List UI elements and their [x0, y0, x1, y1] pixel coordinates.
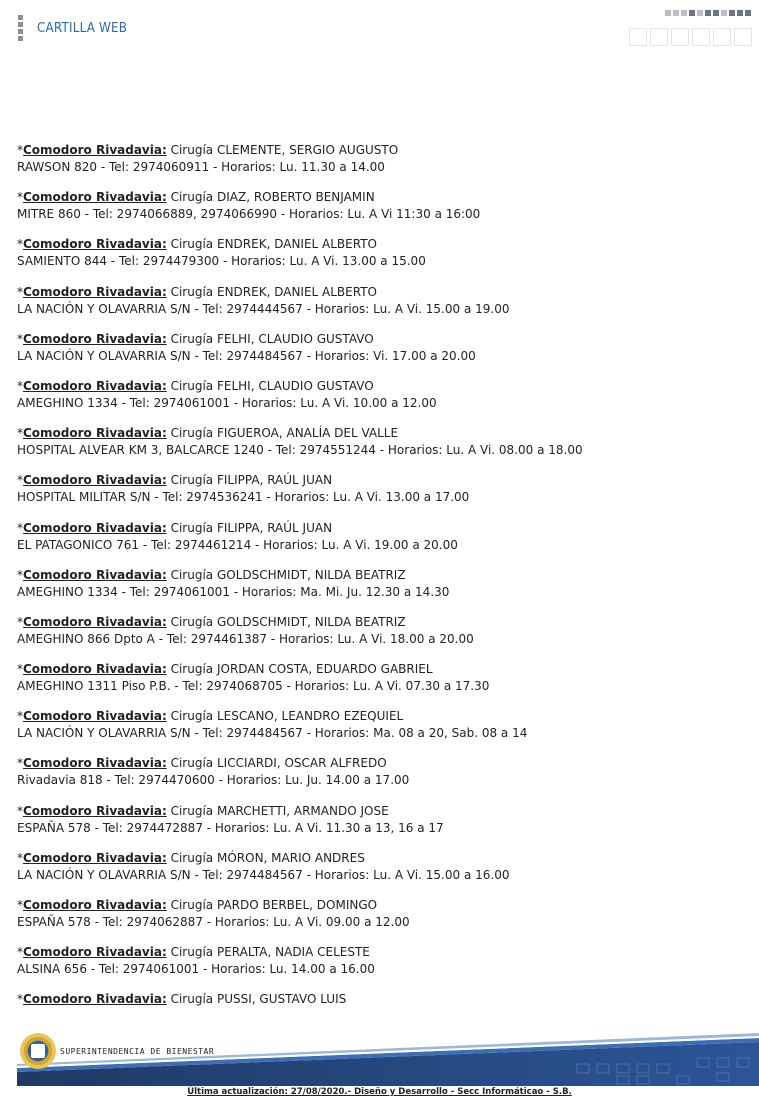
provider-details: LA NACIÓN Y OLAVARRIA S/N - Tel: 2974484567 - Horarios: Lu. A Vi. 15.00 a 16.00 — [17, 867, 510, 882]
provider-entry — [17, 472, 747, 519]
city-label: Comodoro Rivadavia: — [23, 662, 167, 677]
specialty: Cirugía — [170, 614, 214, 629]
specialty: Cirugía — [170, 709, 214, 724]
city-label: Comodoro Rivadavia: — [23, 143, 167, 157]
city-label: Comodoro Rivadavia: — [23, 426, 167, 441]
entry-bullet: * — [17, 945, 23, 960]
doctor-name: GOLDSCHMIDT, NILDA BEATRIZ — [216, 567, 406, 582]
provider-heading — [17, 520, 747, 537]
provider-details: AMEGHINO 1334 - Tel: 2974061001 - Horarios: Ma. Mi. Ju. 12.30 a 14.30 — [17, 584, 450, 599]
doctor-name: ENDREK, DANIEL ALBERTO — [216, 284, 377, 299]
provider-heading — [17, 284, 747, 301]
doctor-name: FIGUEROA, ANALÍA DEL VALLE — [216, 426, 399, 441]
provider-details: MITRE 860 - Tel: 2974066889, 2974066990 - Horarios: Lu. A Vi 11:30 a 16:00 — [17, 207, 481, 222]
provider-entry — [17, 755, 747, 802]
specialty: Cirugía — [170, 378, 214, 393]
doctor-name: JORDAN COSTA, EDUARDO GABRIEL — [216, 662, 433, 677]
doctor-name: DIAZ, ROBERTO BENJAMIN — [216, 190, 375, 205]
provider-entry — [17, 708, 747, 755]
provider-heading — [17, 661, 747, 678]
doctor-name: FILIPPA, RAÚL JUAN — [216, 520, 333, 535]
specialty: Cirugía — [170, 284, 214, 299]
provider-details: AMEGHINO 1334 - Tel: 2974061001 - Horarios: Lu. A Vi. 10.00 a 12.00 — [17, 395, 437, 410]
page-footer — [0, 1028, 759, 1101]
specialty: Cirugía — [170, 473, 214, 488]
provider-heading — [17, 189, 747, 206]
provider-heading — [17, 472, 747, 489]
provider-entry — [17, 944, 747, 991]
specialty: Cirugía — [170, 426, 214, 441]
city-label: Comodoro Rivadavia: — [23, 614, 167, 629]
provider-details: EL PATAGONICO 761 - Tel: 2974461214 - Horarios: Lu. A Vi. 19.00 a 20.00 — [17, 537, 458, 552]
doctor-name: PUSSI, GUSTAVO LUIS — [216, 992, 347, 1007]
provider-heading — [17, 850, 747, 867]
provider-details: ESPAÑA 578 - Tel: 2974472887 - Horarios: Lu. A Vi. 11.30 a 13, 16 a 17 — [17, 820, 444, 835]
entry-bullet: * — [17, 473, 23, 488]
entry-bullet: * — [17, 190, 23, 205]
city-label: Comodoro Rivadavia: — [23, 992, 167, 1007]
entry-bullet: * — [17, 850, 23, 865]
city-label: Comodoro Rivadavia: — [23, 378, 167, 393]
doctor-name: FILIPPA, RAÚL JUAN — [216, 473, 333, 488]
provider-heading — [17, 142, 747, 159]
city-label: Comodoro Rivadavia: — [23, 567, 167, 582]
doctor-name: MARCHETTI, ARMANDO JOSE — [216, 803, 389, 818]
entry-bullet: * — [17, 331, 23, 346]
provider-entry — [17, 567, 747, 614]
provider-entry — [17, 236, 747, 283]
provider-heading — [17, 567, 747, 584]
provider-entry — [17, 142, 747, 189]
city-label: Comodoro Rivadavia: — [23, 756, 167, 771]
provider-list — [17, 142, 747, 1039]
provider-heading — [17, 425, 747, 442]
provider-details: Rivadavia 818 - Tel: 2974470600 - Horarios: Lu. Ju. 14.00 a 17.00 — [17, 773, 410, 788]
entry-bullet: * — [17, 992, 23, 1007]
doctor-name: LICCIARDI, OSCAR ALFREDO — [216, 756, 387, 771]
provider-entry — [17, 284, 747, 331]
specialty: Cirugía — [170, 190, 214, 205]
provider-entry — [17, 520, 747, 567]
provider-details: LA NACIÓN Y OLAVARRIA S/N - Tel: 2974484567 - Horarios: Ma. 08 a 20, Sab. 08 a 14 — [17, 726, 528, 741]
provider-heading — [17, 378, 747, 395]
provider-heading — [17, 803, 747, 820]
provider-details: ALSINA 656 - Tel: 2974061001 - Horarios: Lu. 14.00 a 16.00 — [17, 962, 375, 977]
specialty: Cirugía — [170, 756, 214, 771]
provider-details: LA NACIÓN Y OLAVARRIA S/N - Tel: 2974484567 - Horarios: Vi. 17.00 a 20.00 — [17, 348, 476, 363]
specialty: Cirugía — [170, 992, 214, 1007]
provider-details: LA NACIÓN Y OLAVARRIA S/N - Tel: 2974444567 - Horarios: Lu. A Vi. 15.00 a 19.00 — [17, 301, 510, 316]
city-label: Comodoro Rivadavia: — [23, 237, 167, 252]
provider-heading — [17, 331, 747, 348]
page-title: CARTILLA WEB — [37, 21, 128, 36]
organization-name: SUPERINTENDENCIA DE BIENESTAR — [60, 1047, 215, 1056]
specialty: Cirugía — [170, 850, 214, 865]
specialty: Cirugía — [170, 520, 214, 535]
specialty: Cirugía — [170, 803, 214, 818]
doctor-name: PARDO BERBEL, DOMINGO — [216, 898, 378, 912]
city-label: Comodoro Rivadavia: — [23, 803, 167, 818]
footer-band — [17, 1028, 759, 1088]
provider-details: ESPAÑA 578 - Tel: 2974062887 - Horarios: Lu. A Vi. 09.00 a 12.00 — [17, 915, 410, 929]
city-label: Comodoro Rivadavia: — [23, 520, 167, 535]
provider-details: AMEGHINO 1311 Piso P.B. - Tel: 2974068705 - Horarios: Lu. A Vi. 07.30 a 17.30 — [17, 679, 490, 694]
specialty: Cirugía — [170, 143, 214, 157]
doctor-name: FELHI, CLAUDIO GUSTAVO — [216, 331, 374, 346]
provider-heading — [17, 614, 747, 631]
provider-entry — [17, 614, 747, 661]
entry-bullet: * — [17, 378, 23, 393]
header-grid-decoration — [629, 10, 751, 46]
specialty: Cirugía — [170, 945, 214, 960]
city-label: Comodoro Rivadavia: — [23, 473, 167, 488]
entry-bullet: * — [17, 520, 23, 535]
provider-details: HOSPITAL ALVEAR KM 3, BALCARCE 1240 - Tel: 2974551244 - Horarios: Lu. A Vi. 08.00 a 18.00 — [17, 443, 583, 458]
header-bars-icon — [18, 15, 24, 43]
entry-bullet: * — [17, 237, 23, 252]
provider-heading — [17, 944, 747, 961]
specialty: Cirugía — [170, 331, 214, 346]
provider-heading — [17, 991, 747, 1008]
entry-bullet: * — [17, 803, 23, 818]
doctor-name: FELHI, CLAUDIO GUSTAVO — [216, 378, 374, 393]
city-label: Comodoro Rivadavia: — [23, 709, 167, 724]
entry-bullet: * — [17, 143, 23, 157]
entry-bullet: * — [17, 756, 23, 771]
provider-details: RAWSON 820 - Tel: 2974060911 - Horarios: Lu. 11.30 a 14.00 — [17, 160, 385, 174]
entry-bullet: * — [17, 284, 23, 299]
provider-entry — [17, 189, 747, 236]
specialty: Cirugía — [170, 662, 214, 677]
doctor-name: ENDREK, DANIEL ALBERTO — [216, 237, 377, 252]
doctor-name: MÓRON, MARIO ANDRES — [216, 850, 365, 865]
provider-entry — [17, 378, 747, 425]
provider-details: AMEGHINO 866 Dpto A - Tel: 2974461387 - Horarios: Lu. A Vi. 18.00 a 20.00 — [17, 631, 474, 646]
entry-bullet: * — [17, 426, 23, 441]
city-label: Comodoro Rivadavia: — [23, 898, 167, 912]
provider-entry — [17, 425, 747, 472]
doctor-name: GOLDSCHMIDT, NILDA BEATRIZ — [216, 614, 406, 629]
city-label: Comodoro Rivadavia: — [23, 945, 167, 960]
entry-bullet: * — [17, 898, 23, 912]
provider-entry — [17, 897, 747, 944]
provider-entry — [17, 850, 747, 897]
city-label: Comodoro Rivadavia: — [23, 331, 167, 346]
entry-bullet: * — [17, 567, 23, 582]
provider-details: SAMIENTO 844 - Tel: 2974479300 - Horarios: Lu. A Vi. 13.00 a 15.00 — [17, 254, 426, 269]
specialty: Cirugía — [170, 898, 214, 912]
city-label: Comodoro Rivadavia: — [23, 850, 167, 865]
city-label: Comodoro Rivadavia: — [23, 190, 167, 205]
doctor-name: LESCANO, LEANDRO EZEQUIEL — [216, 709, 404, 724]
provider-entry — [17, 331, 747, 378]
provider-heading — [17, 236, 747, 253]
entry-bullet: * — [17, 662, 23, 677]
provider-details: HOSPITAL MILITAR S/N - Tel: 2974536241 - Horarios: Lu. A Vi. 13.00 a 17.00 — [17, 490, 470, 505]
provider-heading — [17, 897, 747, 914]
specialty: Cirugía — [170, 237, 214, 252]
provider-heading — [17, 708, 747, 725]
doctor-name: CLEMENTE, SERGIO AUGUSTO — [216, 143, 399, 157]
provider-heading — [17, 755, 747, 772]
institution-seal-icon — [20, 1033, 56, 1069]
entry-bullet: * — [17, 709, 23, 724]
provider-entry — [17, 803, 747, 850]
last-update-note: Última actualización: 27/08/2020.- Diseño y Desarrollo - Secc Informáticao - S.B. — [187, 1087, 572, 1097]
doctor-name: PERALTA, NADIA CELESTE — [216, 945, 370, 960]
page-header — [0, 0, 759, 60]
specialty: Cirugía — [170, 567, 214, 582]
provider-entry — [17, 661, 747, 708]
entry-bullet: * — [17, 614, 23, 629]
city-label: Comodoro Rivadavia: — [23, 284, 167, 299]
